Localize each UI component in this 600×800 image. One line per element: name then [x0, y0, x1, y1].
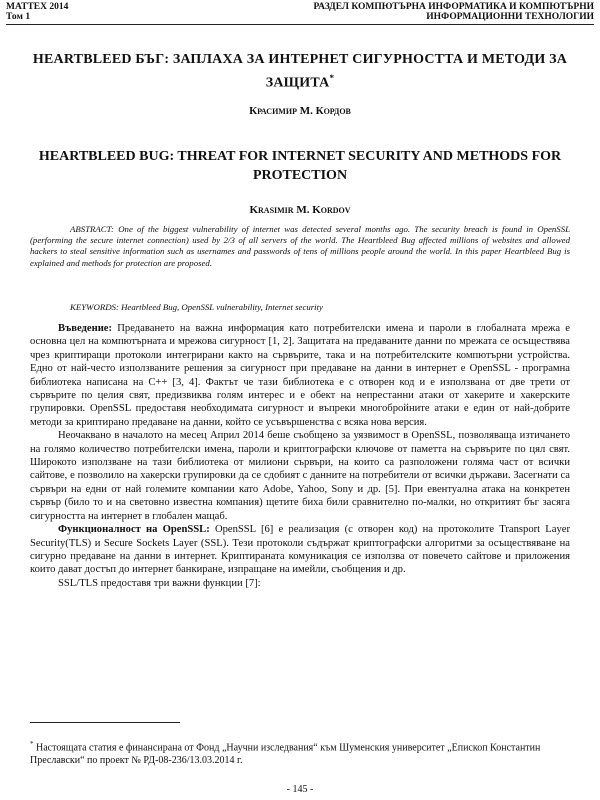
- functionality-heading: Функционалност на OpenSSL:: [58, 524, 210, 536]
- footnote-marker: *: [30, 740, 34, 748]
- title-bulgarian-text: HEARTBLEED БЪГ: ЗАПЛАХА ЗА ИНТЕРНЕТ СИГУРНОСТТА И МЕТОДИ ЗА ЗАЩИТА: [32, 52, 568, 91]
- body-text: [30, 322, 570, 590]
- volume-label: Том 1: [6, 12, 31, 22]
- introduction-heading: Въведение:: [58, 323, 113, 334]
- footnote: [30, 738, 570, 767]
- abstract-text: One of the biggest vulnerability of internet was detected several months ago. The security breach is found in OpenSSL (performing the secure internet connection) used by 2/3 of all servers of the world. The Heartbleed Bug affected millions of websites and allowed hackers to steal sensitive information such as usernames and passwords of tens of millions people around the world. In this paper Heartbleed Bug is explained and methods for protection are proposed.: [30, 224, 570, 268]
- keywords-text: Heartbleed Bug, OpenSSL vulnerability, Internet security: [121, 302, 323, 312]
- keywords: [30, 302, 570, 312]
- section-line-2: ИНФОРМАЦИОННИ ТЕХНОЛОГИИ: [426, 12, 594, 22]
- header-section-info: [314, 2, 594, 22]
- running-header: [6, 2, 594, 25]
- paragraph-vulnerability: Неочаквано в началото на месец Април 2014 беше съобщено за уязвимост в OpenSSL, позволяваща изтичането на голямо количество потребителски имена, пароли и криптографски ключове от паметта на сървърите по цял свят. Широкото използване на тази библиотека от милиони сървъри, на които са разположени голяма част от всички сайтове, е позволило на хакерски групировки да се сдобият с данните на потребители от всички държави. Засегнати са сървъри на едни от най големите компании като Adobe, Yahoo, Sony и др. [5]. При евентуална атака на конкретен сървър (било то и на световно известна компания) щетите биха били сравнително по-малки, но откритият бъг засяга сигурността на интернет в глобален мащаб.: [30, 430, 570, 522]
- header-journal-info: [6, 2, 68, 22]
- paragraph-ssl-functions: SSL/TLS предоставя три важни функции [7]:: [58, 577, 261, 589]
- section-line-1: РАЗДЕЛ КОМПЮТЪРНА ИНФОРМАТИКА И КОМПЮТЪРНИ: [313, 2, 594, 12]
- author-english: Krasimir M. Kordov: [249, 204, 351, 216]
- title-bulgarian: [30, 50, 570, 93]
- paragraph-introduction: [30, 322, 570, 429]
- author-bulgarian: Красимир М. Кордов: [249, 105, 351, 117]
- footnote-divider: [30, 722, 180, 723]
- abstract-label: ABSTRACT:: [70, 224, 114, 234]
- paragraph-functionality: [30, 523, 570, 577]
- functionality-text: OpenSSL [6] е реализация (с отворен код) на протоколите Transport Layer Security(TLS) и Secure Sockets Layer (SSL). Тези протоколи съдържат криптографски алгоритми за осъществяване на сигурно предаване на данни в интернет. Криптираната комуникация се използва от повечето сайтове и приложения които дават достъп до интернет банкиране, изпращане на имейли, съобщения и др.: [30, 524, 570, 576]
- page-number: - 145 -: [286, 784, 314, 795]
- keywords-label: KEYWORDS:: [70, 302, 119, 312]
- journal-name: MATTEX 2014: [6, 2, 69, 12]
- footnote-text: Настоящата статия е финансирана от Фонд „Научни изследвания“ към Шуменския университет „Епископ Константин Преславски“ по проект № РД-08-236/13.03.2014 г.: [30, 742, 541, 767]
- title-english: HEARTBLEED BUG: THREAT FOR INTERNET SECURITY AND METHODS FOR PROTECTION: [38, 149, 562, 183]
- title-footnote-marker: *: [329, 73, 335, 83]
- abstract: [30, 224, 570, 269]
- introduction-text: Предаването на важна информация като потребителски имена и пароли в глобалната мрежа е основна цел на компютърната и мрежова сигурност [1, 2]. Защитата на предаваните данни по мрежата се осъществява чрез криптиращи протоколи интегрирани както на сървърите, така и на потребителските компютърни устройства. Едно от най-често използваните решения за сигурност при предаване на данни в интернет е OpenSSL - програмна библиотека написана на C++ [3, 4]. Фактът че тази библиотека е с отворен код и е използвана от две трети от сървърите по целия свят, предизвиква голям интерес и е обект на непрестанни атаки от хакерите и хакерските групировки. OpenSSL предоставя необходимата сигурност и въпреки многобройните атаки е един от най-добрите методи за криптирано предаване на данни, който се усъвършенства с всяка нова версия.: [30, 323, 571, 428]
